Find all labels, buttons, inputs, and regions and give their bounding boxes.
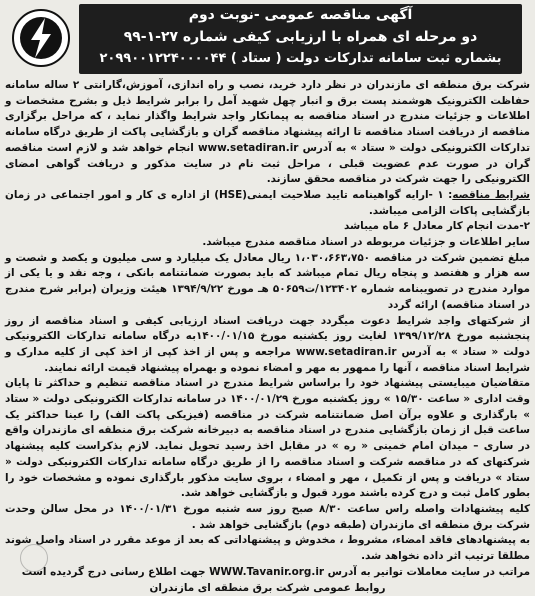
company-logo-icon [11, 8, 71, 68]
condition-1: : ۱ -ارایه گواهینامه تایید صلاحیت ایمنی(HSE) از اداره ی کار و امور اجتماعی در زمان بازگشایی پاکات الزامی میباشد. [5, 189, 530, 217]
intro-paragraph: شرکت برق منطقه ای مازندران در نظر دارد خرید، نصب و راه اندازی، آموزش،گارانتی ۲ ساله سامانه حفاظت الکترونیک هوشمند پست برق و انبار چهل شهید آمل را برابر شرایط ذیل و بشرح مشخصات و اطلاعات و جزئیات مندرج در اسناد مناقصه به پیمانکار واجد شرایط واگذار نماید ، که مراحل برگزاری مناقصه از دریافت اسناد مناقصه تا ارائه پیشنهاد مناقصه گران و بازگشایی پاکت از طریق درگاه سامانه تدارکات الکترونیکی دولت « ستاد » به آدرس www.setadiran.ir انجام خواهد شد و لازم است مناقصه گران در صورت عدم عضویت قبلی ، مراحل ثبت نام در سایت مذکور و دریافت گواهی امضای الکترونیکی را جهت شرکت در مناقصه محقق سازند. [5, 78, 530, 188]
rejection-paragraph: به پیشنهادهای فاقد امضاء، مشروط ، مخدوش و پیشنهاداتی که بعد از موعد مقرر در اسناد واصل شوند مطلقا ترتیب اثر داده نخواهد شد. [5, 533, 530, 564]
notice-header [5, 4, 530, 76]
notice-body [5, 78, 530, 596]
notice-title: آگهی مناقصه عمومی -نوبت دوم [79, 4, 522, 26]
other-info-paragraph: سایر اطلاعات و جزئیات مربوطه در اسناد مناقصه مندرج میباشد. [5, 235, 530, 251]
opening-paragraph: کلیه پیشنهادات واصله راس ساعت ۸/۳۰ صبح روز سه شنبه مورخ ۱۴۰۰/۰۱/۳۱ در محل سالن وحدت شرکت برق منطقه ای مازندران (طبقه دوم) بازگشایی خواهد شد . [5, 502, 530, 533]
conditions-label: شرایط مناقصه [452, 189, 530, 201]
public-relations-signature: روابط عمومی شرکت برق منطقه ای مازندران [5, 581, 530, 596]
stamp-icon [20, 544, 48, 572]
notice-registration-number: بشماره ثبت سامانه تدارکات دولت ( ستاد ) ۲۰۹۹۰۰۱۲۲۴۰۰۰۰۴۴ [79, 48, 522, 70]
submission-paragraph: متقاضیان میبایستی پیشنهاد خود را براساس شرایط مندرج در اسناد مناقصه تنظیم و حداکثر تا پایان وقت اداری « ساعت ۱۵/۳۰ » روز یکشنبه مورخ ۱۴۰۰/۰۱/۲۹ در سامانه تدارکات الکترونیکی دولت « ستاد » بارگذاری و علاوه برآن اصل ضمانتنامه شرکت در مناقصه (فیزیکی پاکت الف) را عینا حداکثر یک ساعت قبل از زمان بازگشایی مندرج در اسناد مناقصه به دبیرخانه شرکت برق منطقه ای مازندران واقع در ساری – میدان امام خمینی « ره » در مقابل اخذ رسید تحویل نماید. لازم بذکراست کلیه پیشنهاد شرکتهای که در مناقصه شرکت و اسناد مناقصه را از طریق درگاه سامانه تدارکات الکترونیکی دولت « ستاد » دریافت و پس از تکمیل ، مهر و امضاء ، بروی سایت مذکور بارگذاری نموده و مشخصات خود را بطور کامل ثبت و درج کرده باشند مورد قبول و بازگشایی خواهد شد. [5, 376, 530, 502]
title-banner [79, 4, 522, 74]
notice-subtitle: دو مرحله ای همراه با ارزیابی کیفی شماره ۲۷-۱-۹۹ [79, 26, 522, 48]
tavanir-site-paragraph: مراتب در سایت معاملات توانیر به آدرس WWW.Tavanir.org.ir جهت اطلاع رسانی درج گردیده است [5, 565, 530, 581]
conditions-paragraph [5, 188, 530, 219]
guarantee-paragraph: مبلغ تضمین شرکت در مناقصه ۱،۰۳۰،۶۶۳،۷۵۰ ریال معادل یک میلیارد و سی میلیون و یکصد و شصت و سه هزار و هفتصد و پنجاه ریال تمام میباشد که باید بصورت ضمانتنامه بانکی ، وجه نقد و یا یکی از موارد مندرج در تصویبنامه شماره ۱۲۳۴۰۲/ت۵۰۶۵۹ هـ مورخ ۱۳۹۴/۹/۲۲ هیئت وزیران (برابر شرح مندرج در اسناد مناقصه) ارائه گردد [5, 251, 530, 314]
condition-2: ۲-مدت انجام کار معادل ۶ ماه میباشد [5, 219, 530, 235]
documents-paragraph: از شرکتهای واجد شرایط دعوت میگردد جهت دریافت اسناد ارزیابی کیفی و اسناد مناقصه از روز پنجشنبه مورخ ۱۳۹۹/۱۲/۲۸ لغایت روز یکشنبه مورخ ۱۴۰۰/۰۱/۱۵به درگاه سامانه تدارکات الکترونیکی دولت « ستاد » به آدرس www.setadiran.ir مراجعه و پس از اخذ کپی از اخذ کپی از کلیه مدارک و شرایط اسناد مناقصه ، آنها را ممهور به مهر و امضاء نموده و بهمراه پیشنهاد قیمت ارائه نمایند. [5, 314, 530, 377]
